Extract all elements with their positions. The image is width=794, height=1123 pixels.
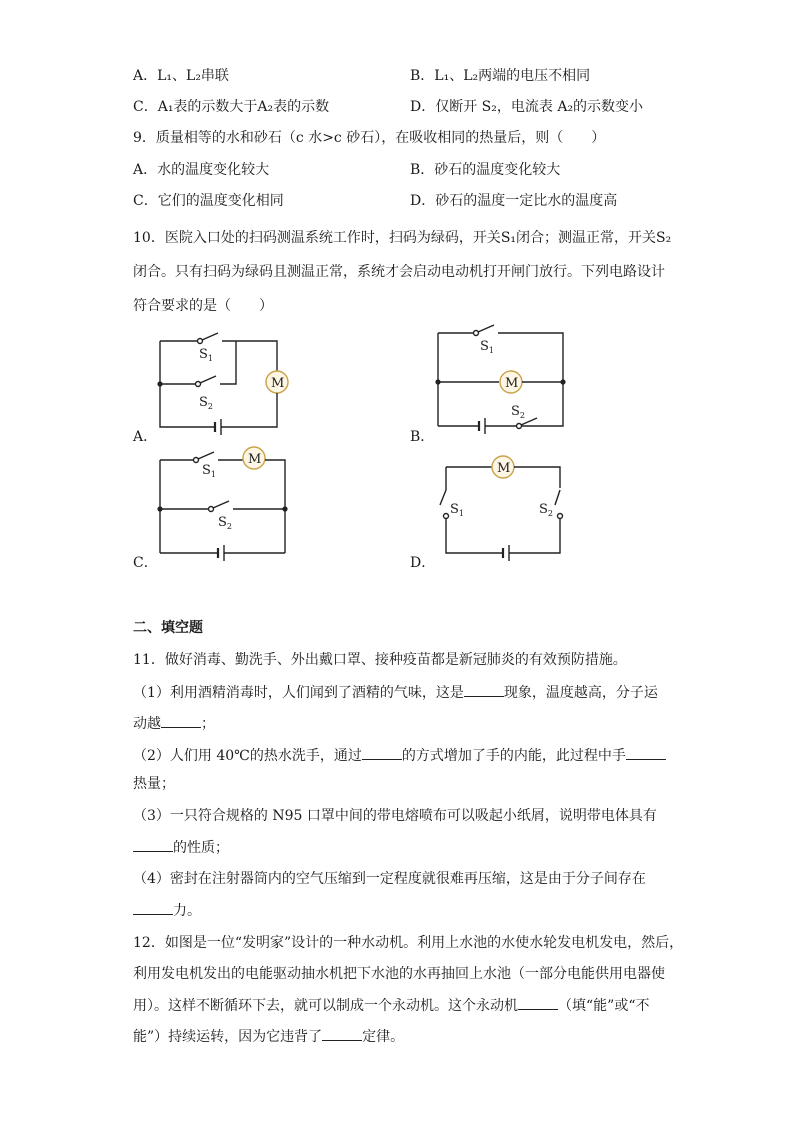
q12-line-1: 12．如图是一位“发明家”设计的一种水动机。利用上水池的水使水轮发电机发电，然后， [133, 935, 684, 951]
q8-option-a: A．L₁、L₂串联 [133, 68, 229, 84]
q9-option-d: D．砂石的温度一定比水的温度高 [410, 193, 618, 209]
blank[interactable] [626, 745, 666, 760]
switch-label-d-s1: $S_1$ [450, 502, 464, 518]
switch-label-a-s2: $S_2$ [199, 395, 213, 411]
section-title: 二、填空题 [133, 620, 203, 636]
q12-line-2: 利用发电机发出的电能驱动抽水机把下水池的水再抽回上水池（一部分电能供用电器使 [133, 966, 665, 982]
switch-s1-blade-icon [202, 333, 218, 340]
q8-option-b: B．L₁、L₂两端的电压不相同 [410, 68, 591, 84]
circuit-c [157, 447, 287, 561]
switch-s1-contact-icon [198, 339, 203, 344]
q11-stem: 11．做好消毒、勤洗手、外出戴口罩、接种疫苗都是新冠肺炎的有效预防措施。 [133, 652, 627, 668]
switch-label-c-s2: $S_2$ [218, 515, 232, 531]
q11-part-3-line-1: （3）一只符合规格的 N95 口罩中间的带电熔喷布可以吸起小纸屑，说明带电体具有 [133, 808, 657, 824]
q12-line-3: 用）。这样不断循环下去，就可以制成一个永动机。这个永动机 （填“能”或“不 [133, 995, 649, 1016]
q8-option-c: C．A₁表的示数大于A₂表的示数 [133, 99, 330, 115]
q9-stem: 9．质量相等的水和砂石（c 水>c 砂石），在吸收相同的热量后，则（ ） [133, 130, 606, 146]
q11-part-2-line-1: （2）人们用 40℃的热水洗手，通过 的方式增加了手的内能，此过程中手 [133, 745, 666, 766]
q11-part-4-line-2: 力。 [133, 900, 201, 921]
q9-option-c: C．它们的温度变化相同 [133, 193, 284, 209]
blank[interactable] [362, 745, 402, 760]
blank[interactable] [133, 837, 173, 852]
q8-option-d: D．仅断开 S₂，电流表 A₂的示数变小 [410, 99, 644, 115]
q10-stem-line-3: 符合要求的是（ ） [133, 298, 273, 314]
blank[interactable] [518, 995, 558, 1010]
circuit-b-label: B． [410, 429, 435, 445]
q10-stem-line-1: 10．医院入口处的扫码测温系统工作时，扫码为绿码，开关S₁闭合；测温正常，开关S₂ [133, 230, 672, 246]
blank[interactable] [464, 682, 504, 697]
blank[interactable] [161, 713, 201, 728]
q11-part-4-line-1: （4）密封在注射器筒内的空气压缩到一定程度就很难再压缩，这是由于分子间存在 [133, 871, 646, 887]
blank[interactable] [133, 900, 173, 915]
motor-label-c: M [248, 452, 262, 467]
circuit-a [157, 333, 288, 435]
q11-part-1-line-2: 动越 ； [133, 713, 215, 734]
q9-option-a: A．水的温度变化较大 [133, 162, 270, 178]
q12-line-4: 能”）持续运转，因为它违背了 定律。 [133, 1026, 404, 1047]
circuit-diagrams [0, 320, 794, 580]
circuit-c-label: C． [133, 555, 158, 571]
motor-label-b: M [505, 376, 519, 391]
switch-label-d-s2: $S_2$ [539, 502, 553, 518]
q11-part-1-line-1: （1）利用酒精消毒时，人们闻到了酒精的气味，这是 现象，温度越高，分子运 [133, 682, 658, 703]
q10-stem-line-2: 闭合。只有扫码为绿码且测温正常，系统才会启动电动机打开闸门放行。下列电路设计 [133, 264, 665, 280]
q11-part-3-line-2: 的性质； [133, 837, 229, 858]
switch-label-b-s2: $S_2$ [511, 404, 525, 420]
switch-label-b-s1: $S_1$ [480, 339, 494, 355]
switch-label-a-s1: $S_1$ [199, 347, 213, 363]
switch-label-c-s1: $S_1$ [202, 463, 216, 479]
circuit-a-label: A． [133, 429, 158, 445]
q11-part-2-line-2: 热量； [133, 776, 175, 792]
blank[interactable] [322, 1026, 362, 1041]
circuit-d-label: D． [410, 555, 436, 571]
circuit-b [435, 325, 565, 434]
motor-label-a: M [271, 376, 285, 391]
motor-label-d: M [497, 461, 511, 476]
q9-option-b: B．砂石的温度变化较大 [410, 162, 561, 178]
